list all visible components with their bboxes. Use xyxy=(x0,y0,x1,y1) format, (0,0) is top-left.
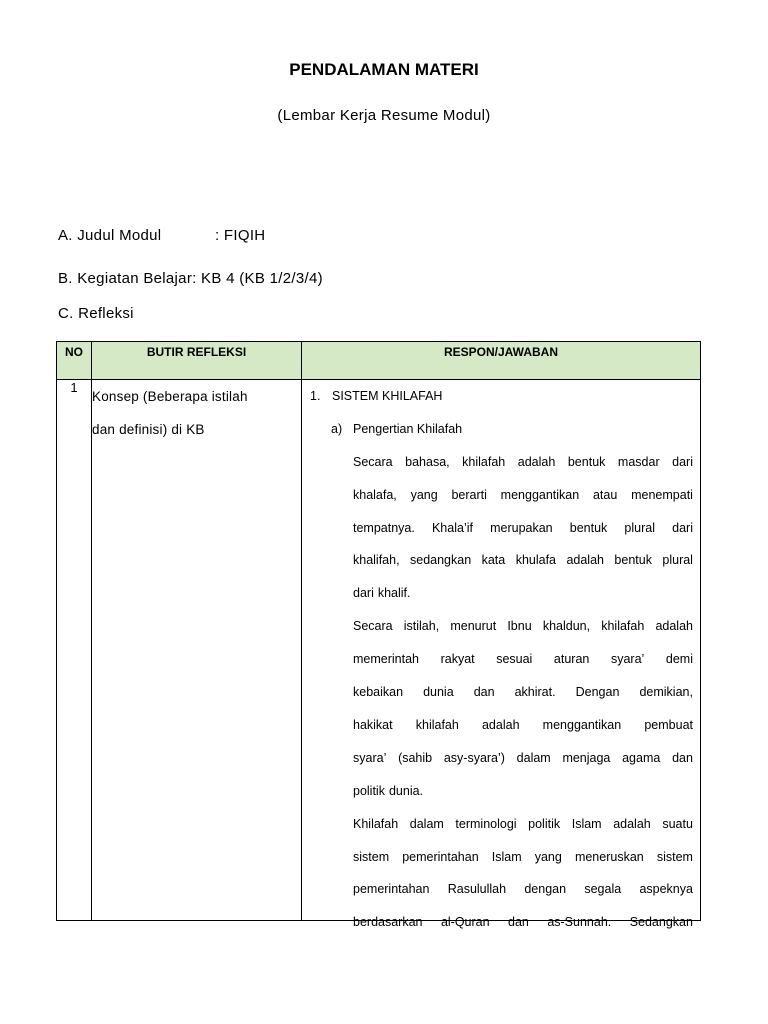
response-paragraph xyxy=(302,446,700,610)
subsection-heading xyxy=(302,413,700,446)
response-paragraphs xyxy=(302,446,700,939)
header-respon-jawaban: RESPON/JAWABAN xyxy=(302,342,701,380)
paragraph-line: Secara istilah, menurut Ibnu khaldun, khilafah adalah xyxy=(353,619,693,634)
response-paragraph xyxy=(302,808,700,940)
section-title: SISTEM KHILAFAH xyxy=(332,389,443,403)
table-row xyxy=(57,380,701,921)
butir-line: Konsep (Beberapa istilah xyxy=(92,389,248,404)
field-label: A. Judul Modul xyxy=(58,227,162,244)
paragraph-line: memerintah rakyat sesuai aturan syara’ demi xyxy=(353,652,693,667)
reflection-table xyxy=(56,341,701,930)
field-label: B. Kegiatan Belajar xyxy=(58,270,193,287)
field-kegiatan-belajar xyxy=(58,270,323,287)
header-no: NO xyxy=(57,342,92,380)
butir-line: dan definisi) di KB xyxy=(92,422,205,437)
paragraph-line: dari khalif. xyxy=(353,586,411,601)
section-heading xyxy=(302,380,700,413)
butir-cell xyxy=(92,380,302,921)
paragraph-line: hakikat khilafah adalah menggantikan pembuat xyxy=(353,717,693,732)
paragraph-line: syara’ (sahib asy-syara’) dalam menjaga agama dan xyxy=(353,750,693,765)
document-title: PENDALAMAN MATERI xyxy=(289,60,479,79)
paragraph-line: tempatnya. Khala’if merupakan bentuk plural dari xyxy=(353,520,693,535)
field-value: : KB 4 (KB 1/2/3/4) xyxy=(192,270,323,287)
subsection-number: a) xyxy=(331,421,343,436)
paragraph-line: Khilafah dalam terminologi politik Islam adalah suatu xyxy=(353,816,693,831)
table-header-row xyxy=(57,342,701,380)
row-number: 1 xyxy=(57,380,92,921)
field-refleksi xyxy=(58,305,134,322)
paragraph-line: Secara bahasa, khilafah adalah bentuk masdar dari xyxy=(353,454,693,469)
header-butir-refleksi: BUTIR REFLEKSI xyxy=(92,342,302,380)
paragraph-line: khalafa, yang berarti menggantikan atau menempati xyxy=(353,487,693,502)
field-value: : FIQIH xyxy=(215,227,266,244)
subsection-title: Pengertian Khilafah xyxy=(353,421,463,436)
paragraph-line: sistem pemerintahan Islam yang meneruskan sistem xyxy=(353,849,693,864)
paragraph-line: khalifah, sedangkan kata khulafa adalah bentuk plural xyxy=(353,553,693,568)
response-paragraph xyxy=(302,610,700,807)
paragraph-line: pemerintahan Rasulullah dengan segala aspeknya xyxy=(353,882,693,897)
field-judul-modul xyxy=(58,227,265,244)
paragraph-line: kebaikan dunia dan akhirat. Dengan demikian, xyxy=(353,685,693,700)
section-number: 1. xyxy=(310,389,321,403)
paragraph-line: politik dunia. xyxy=(353,783,424,798)
paragraph-line: berdasarkan al-Quran dan as-Sunnah. Sedangkan xyxy=(353,915,693,930)
field-label: C. Refleksi xyxy=(58,305,134,322)
document-subtitle: (Lembar Kerja Resume Modul) xyxy=(277,107,491,124)
respon-cell xyxy=(302,380,701,930)
